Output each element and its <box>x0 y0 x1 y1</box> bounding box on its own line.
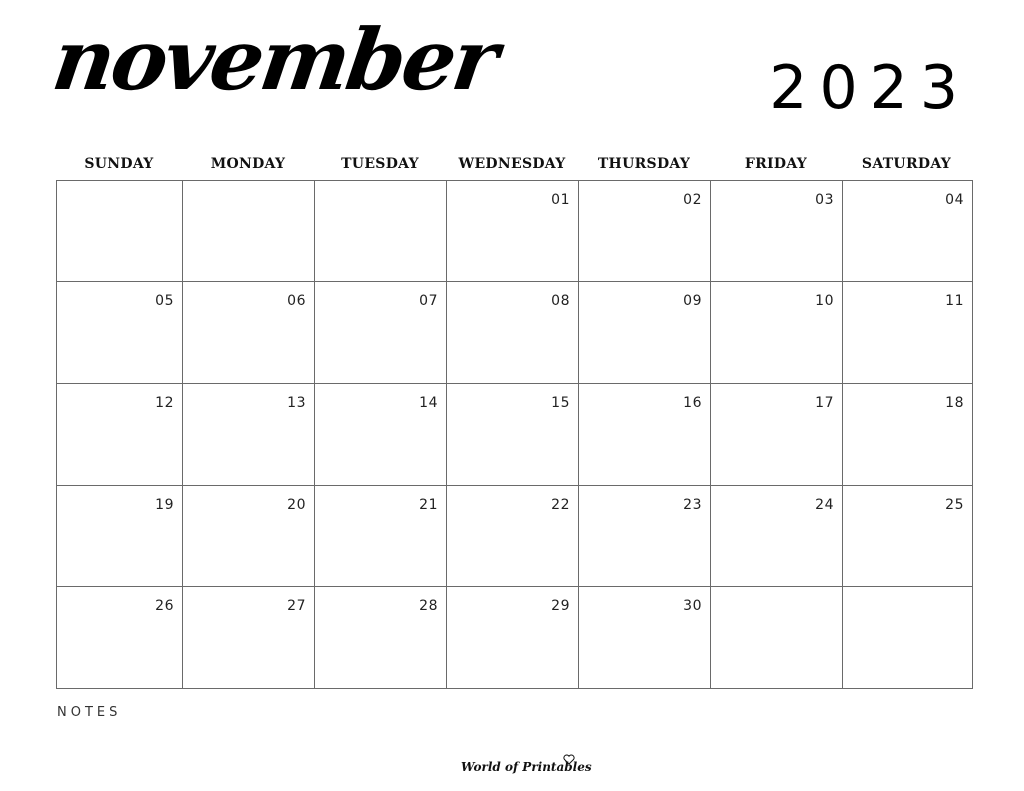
day-cell-tuesday <box>315 282 447 384</box>
day-number: 11 <box>945 293 964 309</box>
day-number: 26 <box>155 598 174 614</box>
day-number: 07 <box>419 293 438 309</box>
day-cell-thursday <box>579 384 711 486</box>
weekday-label-wednesday: WEDNESDAY <box>458 156 566 172</box>
day-number: 13 <box>287 395 306 411</box>
weekday-label-sunday: SUNDAY <box>84 156 154 172</box>
day-cell-sunday <box>57 181 183 282</box>
day-cell-saturday <box>843 486 972 587</box>
day-number: 12 <box>155 395 174 411</box>
day-cell-tuesday <box>315 587 447 688</box>
day-cell-thursday <box>579 587 711 688</box>
day-number: 06 <box>287 293 306 309</box>
day-cell-wednesday <box>447 486 579 587</box>
day-cell-tuesday <box>315 384 447 486</box>
day-number: 28 <box>419 598 438 614</box>
weekday-label-tuesday: TUESDAY <box>341 156 419 172</box>
weekday-label-monday: MONDAY <box>210 156 286 172</box>
day-cell-saturday <box>843 181 972 282</box>
day-cell-sunday <box>57 587 183 688</box>
day-number: 17 <box>815 395 834 411</box>
day-number: 22 <box>551 497 570 513</box>
day-cell-friday <box>711 181 843 282</box>
weekday-label-saturday: SATURDAY <box>861 156 952 172</box>
day-cell-thursday <box>579 282 711 384</box>
day-cell-saturday <box>843 587 972 688</box>
day-number: 14 <box>419 395 438 411</box>
day-cell-sunday <box>57 282 183 384</box>
day-cell-friday <box>711 282 843 384</box>
day-number: 08 <box>551 293 570 309</box>
day-number: 18 <box>945 395 964 411</box>
weekday-header-row <box>56 156 973 178</box>
day-cell-saturday <box>843 384 972 486</box>
day-number: 25 <box>945 497 964 513</box>
day-number: 16 <box>683 395 702 411</box>
day-cell-sunday <box>57 486 183 587</box>
day-cell-thursday <box>579 486 711 587</box>
brand-logo-text: World of Printables <box>461 760 592 774</box>
day-number: 29 <box>551 598 570 614</box>
day-cell-friday <box>711 384 843 486</box>
day-number: 23 <box>683 497 702 513</box>
day-cell-wednesday <box>447 587 579 688</box>
heart-icon <box>563 754 575 765</box>
day-cell-wednesday <box>447 181 579 282</box>
day-cell-monday <box>183 282 315 384</box>
day-cell-monday <box>183 486 315 587</box>
day-number: 27 <box>287 598 306 614</box>
day-number: 03 <box>815 192 834 208</box>
day-number: 05 <box>155 293 174 309</box>
day-cell-wednesday <box>447 282 579 384</box>
day-cell-friday <box>711 486 843 587</box>
day-cell-saturday <box>843 282 972 384</box>
day-cell-wednesday <box>447 384 579 486</box>
notes-label: NOTES <box>57 705 122 720</box>
day-cell-tuesday <box>315 486 447 587</box>
day-number: 21 <box>419 497 438 513</box>
day-cell-monday <box>183 587 315 688</box>
day-number: 20 <box>287 497 306 513</box>
day-number: 10 <box>815 293 834 309</box>
day-number: 15 <box>551 395 570 411</box>
weekday-label-friday: FRIDAY <box>744 156 808 172</box>
day-number: 30 <box>683 598 702 614</box>
calendar-grid <box>56 180 973 689</box>
weekday-label-thursday: THURSDAY <box>597 156 691 172</box>
year-title: 2023 <box>769 53 970 123</box>
day-number: 19 <box>155 497 174 513</box>
day-cell-sunday <box>57 384 183 486</box>
day-cell-monday <box>183 181 315 282</box>
month-title: november <box>47 10 502 109</box>
day-number: 04 <box>945 192 964 208</box>
day-number: 02 <box>683 192 702 208</box>
day-cell-friday <box>711 587 843 688</box>
day-number: 09 <box>683 293 702 309</box>
day-cell-tuesday <box>315 181 447 282</box>
day-cell-thursday <box>579 181 711 282</box>
day-number: 24 <box>815 497 834 513</box>
day-number: 01 <box>551 192 570 208</box>
day-cell-monday <box>183 384 315 486</box>
